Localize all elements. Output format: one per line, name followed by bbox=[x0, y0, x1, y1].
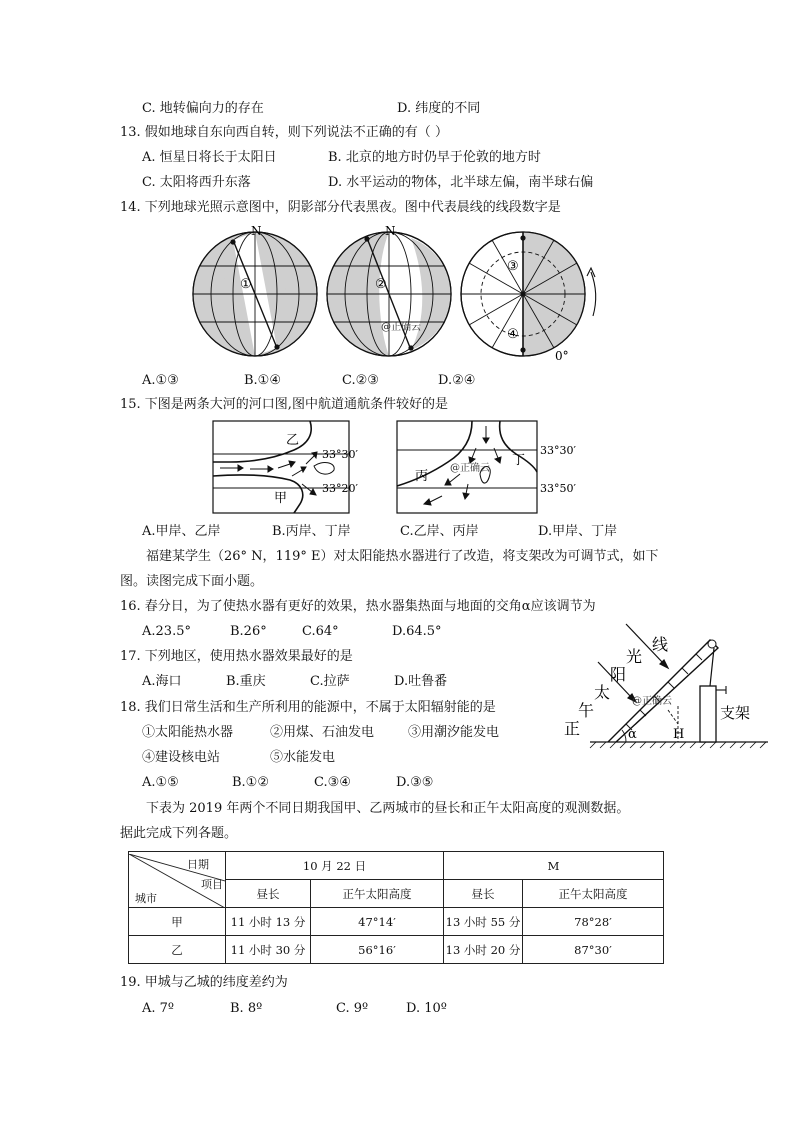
q16-option-d: D.64.5° bbox=[392, 624, 442, 639]
globe-2 bbox=[327, 224, 451, 356]
heater-label-h: H bbox=[673, 727, 685, 742]
table-cell-daylen: 11 小时 13 分 bbox=[226, 908, 311, 936]
intro16-line1: 福建某学生（26° N，119° E）对太阳能热水器进行了改造，将支架改为可调节式，如下 bbox=[146, 549, 659, 564]
q15-label-ding: 丁 bbox=[512, 453, 526, 468]
q14-option-d: D.②④ bbox=[438, 373, 476, 388]
table-corner-date: 日期 bbox=[187, 857, 209, 871]
q16-stem: 16. 春分日，为了使热水器有更好的效果，热水器集热面与地面的交角α应该调节为 bbox=[120, 599, 596, 614]
heater-char-5: 光 bbox=[626, 647, 643, 666]
q13-option-a: A. 恒星日将长于太阳日 bbox=[142, 150, 277, 165]
q17-option-b: B.重庆 bbox=[226, 674, 266, 689]
table-row bbox=[129, 936, 664, 964]
intro19-line2: 据此完成下列各题。 bbox=[120, 826, 238, 841]
q19-option-d: D. 10º bbox=[406, 1001, 447, 1016]
q17-option-c: C.拉萨 bbox=[310, 674, 350, 689]
q15-option-c: C.乙岸、丙岸 bbox=[400, 524, 479, 539]
heater-char-2: 午 bbox=[578, 701, 595, 720]
q18-item-2: ②用煤、石油发电 bbox=[270, 725, 375, 740]
q13-option-d: D. 水平运动的物体，北半球左偏，南半球右偏 bbox=[328, 175, 594, 190]
table-header-noon-1: 正午太阳高度 bbox=[311, 880, 444, 908]
q18-stem: 18. 我们日常生活和生产所利用的能源中，不属于太阳辐射能的是 bbox=[120, 700, 496, 715]
heater-label-support: 支架 bbox=[720, 704, 751, 722]
table-header-daylen-2: 昼长 bbox=[444, 880, 523, 908]
q18-item-4: ④建设核电站 bbox=[142, 750, 221, 765]
q14-label-n2: N bbox=[385, 224, 396, 238]
heater-char-3: 太 bbox=[594, 683, 611, 702]
heater-label-alpha: α bbox=[628, 727, 637, 742]
q15-label-yi: 乙 bbox=[286, 433, 300, 448]
q13-stem: 13. 假如地球自东向西自转，则下列说法不正确的有（ ） bbox=[120, 125, 448, 140]
globe-3 bbox=[461, 232, 596, 362]
table-cell-noon: 78°28′ bbox=[523, 908, 664, 936]
q16-option-c: C.64° bbox=[302, 624, 339, 639]
q14-watermark: @正确云 bbox=[381, 322, 421, 333]
q15-label-lat1: 33°30′ bbox=[322, 448, 358, 461]
q15-label-lat2: 33°20′ bbox=[322, 482, 358, 495]
q14-label-seg4: ④ bbox=[507, 327, 519, 342]
table-row bbox=[129, 908, 664, 936]
globe-1 bbox=[193, 224, 317, 356]
q19-stem: 19. 甲城与乙城的纬度差约为 bbox=[120, 975, 288, 990]
q18-option-d: D.③⑤ bbox=[396, 775, 434, 790]
q18-item-1: ①太阳能热水器 bbox=[142, 725, 234, 740]
q17-stem: 17. 下列地区，使用热水器效果最好的是 bbox=[120, 649, 353, 664]
q14-label-seg2: ② bbox=[375, 277, 387, 292]
q17-option-a: A.海口 bbox=[142, 674, 182, 689]
intro19-line1: 下表为 2019 年两个不同日期我国甲、乙两城市的昼长和正午太阳高度的观测数据。 bbox=[146, 801, 630, 816]
q15-estuary-figure bbox=[210, 418, 610, 518]
table-header-daylen-1: 昼长 bbox=[226, 880, 311, 908]
q16-option-a: A.23.5° bbox=[142, 624, 191, 639]
solar-heater-figure bbox=[560, 618, 774, 750]
table-corner-city: 城市 bbox=[135, 891, 157, 905]
q18-option-b: B.①② bbox=[232, 775, 269, 790]
q14-illumination-figure bbox=[185, 222, 605, 362]
q15-label-lat4: 33°50′ bbox=[540, 482, 576, 495]
table-header-date2: M bbox=[444, 852, 664, 880]
table-cell-noon: 47°14′ bbox=[311, 908, 444, 936]
table-cell-noon: 87°30′ bbox=[523, 936, 664, 964]
heater-char-6: 线 bbox=[652, 635, 669, 654]
q12-option-c: C. 地转偏向力的存在 bbox=[142, 101, 264, 116]
observation-table bbox=[128, 851, 664, 964]
q18-option-a: A.①⑤ bbox=[142, 775, 179, 790]
intro16-line2: 图。读图完成下面小题。 bbox=[120, 574, 264, 589]
q14-label-seg1: ① bbox=[240, 277, 252, 292]
q15-option-d: D.甲岸、丁岸 bbox=[538, 524, 618, 539]
q15-label-lat3: 33°30′ bbox=[540, 444, 576, 457]
q13-option-c: C. 太阳将西升东落 bbox=[142, 175, 251, 190]
q18-item-5: ⑤水能发电 bbox=[270, 750, 336, 765]
q18-item-3: ③用潮汐能发电 bbox=[408, 725, 500, 740]
q14-option-a: A.①③ bbox=[142, 373, 179, 388]
q17-option-d: D.吐鲁番 bbox=[394, 674, 448, 689]
q15-option-b: B.丙岸、丁岸 bbox=[272, 524, 351, 539]
table-corner-item: 项目 bbox=[201, 877, 223, 891]
table-cell-city: 乙 bbox=[129, 936, 226, 964]
table-cell-daylen: 13 小时 55 分 bbox=[444, 908, 523, 936]
q14-label-seg3: ③ bbox=[507, 259, 519, 274]
q12-option-d: D. 纬度的不同 bbox=[397, 101, 481, 116]
q15-option-a: A.甲岸、乙岸 bbox=[142, 524, 221, 539]
table-header-noon-2: 正午太阳高度 bbox=[523, 880, 664, 908]
q16-option-b: B.26° bbox=[230, 624, 267, 639]
q18-option-c: C.③④ bbox=[314, 775, 351, 790]
q19-option-a: A. 7º bbox=[142, 1001, 175, 1016]
q15-label-bing: 丙 bbox=[415, 469, 429, 484]
q14-label-n1: N bbox=[251, 224, 262, 238]
table-cell-city: 甲 bbox=[129, 908, 226, 936]
table-header-date1: 10 月 22 日 bbox=[226, 852, 444, 880]
q14-option-b: B.①④ bbox=[244, 373, 281, 388]
table-corner-cell bbox=[129, 852, 226, 908]
q15-watermark: @正确云 bbox=[450, 463, 490, 474]
q14-label-zero: 0° bbox=[555, 349, 569, 362]
heater-char-4: 阳 bbox=[610, 665, 627, 684]
table-cell-noon: 56°16′ bbox=[311, 936, 444, 964]
q19-option-b: B. 8º bbox=[230, 1001, 263, 1016]
q19-option-c: C. 9º bbox=[336, 1001, 369, 1016]
q14-stem: 14. 下列地球光照示意图中，阴影部分代表黑夜。图中代表晨线的线段数字是 bbox=[120, 200, 561, 215]
q14-option-c: C.②③ bbox=[342, 373, 379, 388]
q13-option-b: B. 北京的地方时仍早于伦敦的地方时 bbox=[328, 150, 541, 165]
heater-char-1: 正 bbox=[564, 719, 581, 738]
q15-label-jia: 甲 bbox=[274, 491, 288, 506]
table-cell-daylen: 11 小时 30 分 bbox=[226, 936, 311, 964]
table-cell-daylen: 13 小时 20 分 bbox=[444, 936, 523, 964]
q15-stem: 15. 下图是两条大河的河口图,图中航道通航条件较好的是 bbox=[120, 397, 448, 412]
heater-watermark: @正确云 bbox=[632, 696, 672, 707]
